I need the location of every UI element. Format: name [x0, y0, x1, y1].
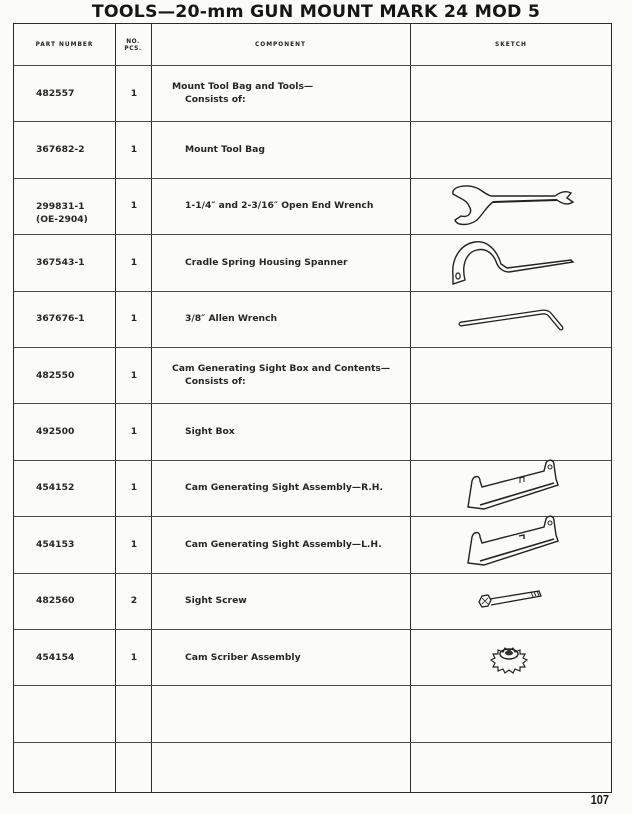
part-number-cell: [36, 234, 121, 290]
sketch-cell: [412, 685, 612, 741]
part-number: 482557: [36, 87, 75, 99]
cam-scriber-icon: [487, 640, 537, 674]
component-name: Mount Tool Bag and Tools—: [172, 81, 314, 92]
table-row: [14, 629, 611, 685]
sketch-cell: [412, 516, 612, 572]
table-row: [14, 291, 611, 347]
component-name: Cradle Spring Housing Spanner: [185, 256, 348, 268]
component-cell: [185, 516, 425, 572]
quantity-cell: 1: [130, 538, 138, 550]
sketch-cell: [412, 65, 612, 121]
part-number-cell: [36, 629, 121, 685]
header-component: COMPONENT: [254, 40, 307, 48]
component-name: Cam Generating Sight Assembly—L.H.: [185, 538, 382, 550]
part-number: 482550: [36, 369, 75, 381]
sight-assembly-rh-icon: [462, 461, 562, 515]
component-cell: [172, 347, 412, 403]
page-number: 107: [590, 792, 610, 807]
component-name: Sight Screw: [185, 595, 247, 607]
sketch-cell: [412, 742, 612, 798]
component-cell: [185, 460, 425, 516]
component-cell: [172, 65, 412, 121]
part-number-cell: [36, 685, 121, 741]
quantity-cell: 1: [130, 256, 138, 268]
quantity-cell: 1: [130, 200, 138, 212]
table-row: [14, 65, 611, 121]
table-row: [14, 685, 611, 741]
quantity-cell: 1: [130, 425, 138, 437]
component-cell: [185, 573, 425, 629]
component-subtext: Consists of:: [185, 376, 246, 387]
sketch-cell: [412, 234, 612, 290]
table-row: [14, 234, 611, 290]
part-number-cell: [36, 178, 121, 234]
component-name: Sight Box: [185, 425, 235, 437]
component-cell: [185, 629, 425, 685]
part-number: 482560: [36, 595, 75, 607]
component-name: 3/8″ Allen Wrench: [185, 313, 278, 325]
quantity-cell: [116, 742, 152, 798]
header-sketch: SKETCH: [495, 40, 527, 48]
component-name: Cam Generating Sight Assembly—R.H.: [185, 482, 383, 494]
table-row: [14, 178, 611, 234]
quantity-cell: 1: [130, 482, 138, 494]
part-number: 454152: [36, 482, 75, 494]
quantity-cell: 1: [130, 313, 138, 325]
page-title: TOOLS—20-mm GUN MOUNT MARK 24 MOD 5: [91, 2, 541, 22]
part-number: 299831-1: [36, 200, 85, 212]
part-number: 492500: [36, 425, 75, 437]
component-name: Mount Tool Bag: [185, 143, 265, 155]
quantity-cell: 1: [130, 651, 138, 663]
table-row: [14, 742, 611, 798]
sight-assembly-lh-icon: [462, 517, 562, 571]
sketch-cell: [412, 573, 612, 629]
component-cell: [185, 403, 425, 459]
sketch-cell: [412, 629, 612, 685]
table-row: [14, 347, 611, 403]
part-number-cell: [36, 516, 121, 572]
part-number: 367682-2: [36, 143, 85, 155]
table-row: [14, 121, 611, 177]
tools-table: [13, 23, 612, 793]
alt-part-number: (OE-2904): [36, 213, 88, 225]
part-number: 454154: [36, 651, 75, 663]
sight-screw-icon: [477, 588, 547, 614]
quantity-cell: 1: [130, 143, 138, 155]
part-number: 454153: [36, 538, 75, 550]
table-row: [14, 403, 611, 459]
quantity-cell: 1: [130, 87, 138, 99]
part-number-cell: [36, 742, 121, 798]
part-number: 367676-1: [36, 313, 85, 325]
sketch-cell: [412, 403, 612, 459]
part-number-cell: [36, 121, 121, 177]
open-end-wrench-icon: [447, 184, 577, 228]
component-cell: [185, 178, 425, 234]
table-row: [14, 460, 611, 516]
part-number-cell: [36, 403, 121, 459]
component-cell: [185, 742, 425, 798]
quantity-cell: [116, 685, 152, 741]
quantity-cell: 2: [130, 595, 138, 607]
part-number-cell: [36, 65, 121, 121]
sketch-cell: [412, 178, 612, 234]
part-number: 367543-1: [36, 256, 85, 268]
sketch-cell: [412, 121, 612, 177]
component-cell: [185, 685, 425, 741]
table-row: [14, 516, 611, 572]
component-name: Cam Generating Sight Box and Contents—: [172, 363, 391, 374]
component-subtext: Consists of:: [185, 94, 246, 105]
sketch-cell: [412, 347, 612, 403]
table-row: [14, 573, 611, 629]
sketch-cell: [412, 460, 612, 516]
component-cell: [185, 291, 425, 347]
component-name: Cam Scriber Assembly: [185, 651, 301, 663]
component-cell: [185, 121, 425, 177]
sketch-cell: [412, 291, 612, 347]
allen-wrench-icon: [457, 304, 567, 334]
spanner-icon: [447, 238, 577, 286]
quantity-cell: 1: [130, 369, 138, 381]
part-number-cell: [36, 291, 121, 347]
component-cell: [185, 234, 425, 290]
header-no-pcs: NO. PCS.: [124, 36, 142, 52]
part-number-cell: [36, 460, 121, 516]
component-name: 1-1/4″ and 2-3/16″ Open End Wrench: [185, 200, 374, 212]
part-number-cell: [36, 573, 121, 629]
part-number-cell: [36, 347, 121, 403]
header-part-number: PART NUMBER: [35, 40, 94, 48]
